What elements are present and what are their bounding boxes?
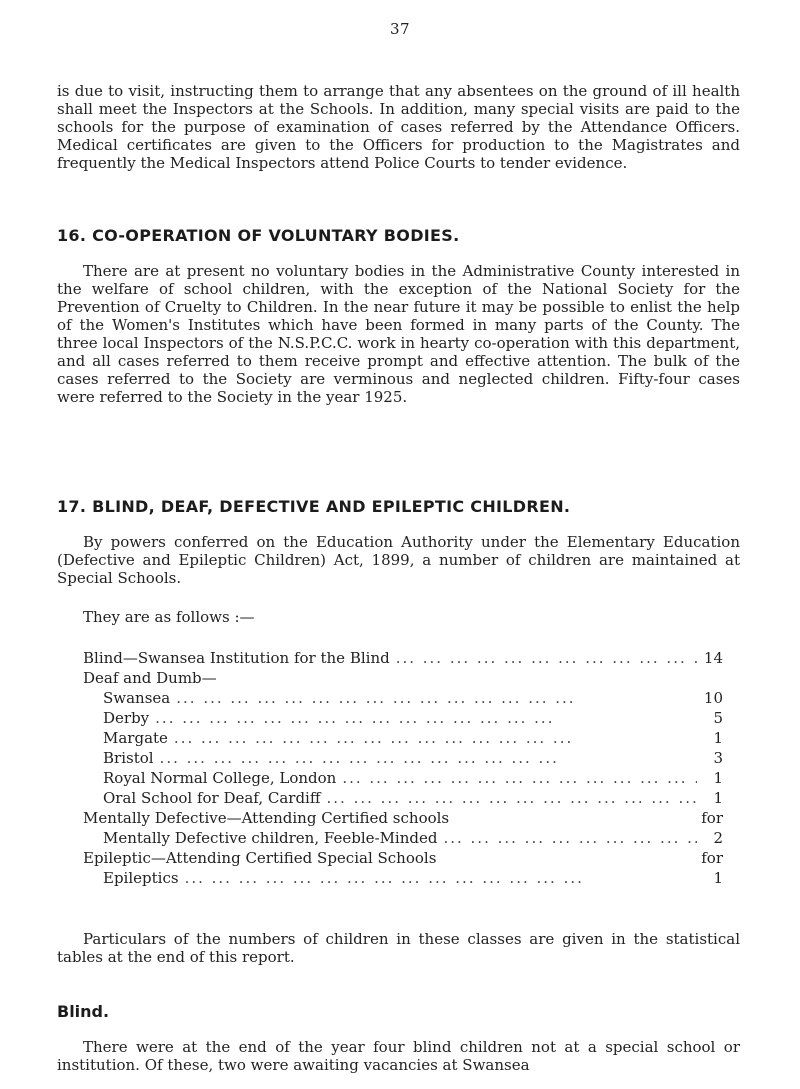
list-item — [83, 708, 723, 728]
list-item-label: Mentally Defective children, Feeble-Minded — [103, 829, 438, 847]
intro-paragraph: is due to visit, instructing them to arrange that any absentees on the ground of ill health shall meet the Inspectors at the Schools. In addition, many special visits are paid to the schools for the purpose of examination of cases referred by the Attendance Officers. Medical certificates are given to the Officers for production to the Magistrates and frequently the Medical Inspectors attend Police Courts to tender evidence. — [57, 82, 740, 172]
list-item-count: 1 — [713, 769, 723, 787]
list-item — [83, 788, 723, 808]
leader-dots — [390, 648, 697, 668]
list-item-count: 14 — [703, 649, 723, 667]
list-item-label: Royal Normal College, London — [103, 769, 337, 787]
section-17-heading: 17. BLIND, DEAF, DEFECTIVE AND EPILEPTIC CHILDREN. — [57, 497, 571, 516]
list-item-count: 3 — [713, 749, 723, 767]
leader-dots — [154, 748, 697, 768]
list-item-label: Blind—Swansea Institution for the Blind — [83, 649, 390, 667]
list-item — [83, 748, 723, 768]
list-item-epileptic-line1 — [83, 848, 723, 868]
list-item-count: 1 — [713, 729, 723, 747]
list-item-label: Margate — [103, 729, 168, 747]
list-item-mental-line1 — [83, 808, 723, 828]
leader-dots — [437, 828, 697, 848]
list-item — [83, 688, 723, 708]
list-item-count: 10 — [703, 689, 723, 707]
list-item-label: Epileptics — [103, 869, 179, 887]
list-subheading-deaf — [83, 668, 723, 688]
leader-dots — [179, 868, 697, 888]
leader-dots — [336, 768, 697, 788]
list-item-count: 5 — [713, 709, 723, 727]
list-item-label: Oral School for Deaf, Cardiff — [103, 789, 321, 807]
special-schools-list — [83, 648, 723, 888]
leader-dots — [149, 708, 697, 728]
list-item-label-tail: for — [701, 849, 723, 867]
list-subheading-label: Deaf and Dumb— — [83, 669, 217, 687]
as-follows-line: They are as follows :— — [83, 608, 255, 626]
voluntary-bodies-paragraph: There are at present no voluntary bodies in the Administrative County interested in the welfare of school children, with the exception of the National Society for the Prevention of Cruelty to Children. In the near future it may be possible to enlist the help of the Women's Institutes which have been formed in many parts of the County. The three local Inspectors of the N.S.P.C.C. work in hearty co-operation with this department, and all cases referred to them receive prompt and effective attention. The bulk of the cases referred to the Society are verminous and neglected children. Fifty-four cases were referred to the Society in the year 1925. — [57, 262, 740, 406]
list-item-epileptic-line2 — [83, 868, 723, 888]
list-item-label: Swansea — [103, 689, 171, 707]
leader-dots — [168, 728, 697, 748]
powers-paragraph: By powers conferred on the Education Authority under the Elementary Education (Defective and Epileptic Children) Act, 1899, a number of children are maintained at Special Schools. — [57, 533, 740, 587]
blind-subheading: Blind. — [57, 1002, 110, 1021]
page-number: 37 — [389, 20, 411, 38]
list-item-mental-line2 — [83, 828, 723, 848]
list-item — [83, 728, 723, 748]
list-item-label: Derby — [103, 709, 150, 727]
list-item-count: 1 — [713, 789, 723, 807]
particulars-paragraph: Particulars of the numbers of children in these classes are given in the statistical tables at the end of this report. — [57, 930, 740, 966]
list-item-label: Bristol — [103, 749, 154, 767]
list-item-label: Mentally Defective—Attending Certified schools — [83, 809, 450, 827]
list-item-label-tail: for — [701, 809, 723, 827]
list-item-label: Epileptic—Attending Certified Special Schools — [83, 849, 437, 867]
section-16-heading: 16. CO-OPERATION OF VOLUNTARY BODIES. — [57, 226, 460, 245]
leader-dots — [321, 788, 697, 808]
list-item-count: 1 — [713, 869, 723, 887]
leader-dots — [170, 688, 697, 708]
blind-paragraph: There were at the end of the year four blind children not at a special school or institution. Of these, two were awaiting vacancies at Swansea — [57, 1038, 740, 1074]
list-item — [83, 768, 723, 788]
list-item-blind — [83, 648, 723, 668]
list-item-count: 2 — [713, 829, 723, 847]
